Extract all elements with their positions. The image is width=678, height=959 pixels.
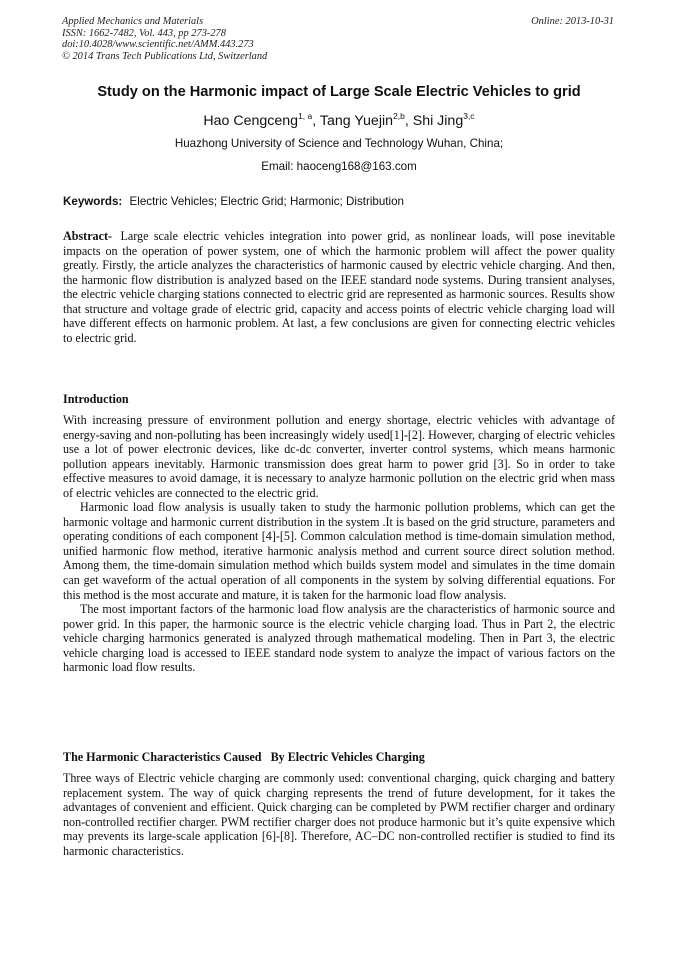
journal-issn: ISSN: 1662-7482, Vol. 443, pp 273-278 [62,27,226,39]
journal-name: Applied Mechanics and Materials [62,16,204,27]
journal-copyright: © 2014 Trans Tech Publications Ltd, Switzerland [62,50,268,62]
paragraph: Three ways of Electric vehicle charging are commonly used: conventional charging, quick charging and battery replacement system. The way of quick charging represents the trend of future development, for it takes the advantages of convenient and efficient. Quick charging can be completed by PWM rectifier charger and ordinary non-controlled rectifier charger. PWM rectifier charger does not produce harmonic but it’s quite expensive which may prevents its large-scale application [6]-[8]. Therefore, AC–DC non-controlled rectifier is studied to find its harmonic characteristics. [63,771,615,858]
keywords-label: Keywords: [63,195,123,208]
author-name: Hao Cengceng [203,113,299,129]
section-heading-harmonic-characteristics: The Harmonic Characteristics Caused By Electric Vehicles Charging [63,750,425,764]
author-email: Email: haoceng168@163.com [261,160,417,173]
keywords-text: Electric Vehicles; Electric Grid; Harmonic; Distribution [129,195,404,208]
journal-header [62,16,614,62]
keywords [63,195,615,209]
paragraph: The most important factors of the harmonic load flow analysis are the characteristics of harmonic source and power grid. In this paper, the harmonic source is the electric vehicle charging load. Thus in Part 2, the electric vehicle charging harmonics generated is analyzed through mathematical modeling. Then in Part 3, the electric vehicle charging load is accessed to IEEE standard node system to analyze the impact of various factors on the harmonic load flow results. [63,602,615,675]
author-affiliation-mark: 1, a [298,111,313,121]
author-name: Shi Jing [412,113,464,129]
online-date: Online: 2013-10-31 [531,16,614,27]
abstract-label: Abstract- [63,229,113,243]
author-affiliation-mark: 2,b [393,111,405,121]
introduction-section [63,413,615,675]
paragraph: With increasing pressure of environment pollution and energy shortage, electric vehicles with advantage of energy-saving and non-polluting has been increasingly widely used[1]-[2]. However, charging of electric vehicles use a lot of power electronic devices, like dc-dc converter, inverter control systems, which means harmonic pollution appears inevitably. Harmonic transmission does great harm to power grid [3]. So in order to take effective measures to avoid damage, it is necessary to analyze harmonic pollution on the electric grid when mass of electric vehicles are connected to the electric grid. [63,413,615,500]
author-affiliation-mark: 3,c [463,111,475,121]
author-list: Hao Cengceng$^{1, a}$, Tang Yuejin$^{2,b}$, Shi Jing$^{3,c}$ [203,111,475,129]
affiliation: Huazhong University of Science and Technology Wuhan, China; [174,137,504,150]
paragraph: Harmonic load flow analysis is usually taken to study the harmonic pollution problems, which can get the harmonic voltage and harmonic current distribution in the system .It is based on the grid structure, parameters and operating conditions of each component [4]-[5]. Common calculation method is time-domain simulation method, unified harmonic flow method, iterative harmonic analysis method and current source direct solution method. Among them, the time-domain simulation method which builds system model and simulates in the time domain can get waveform of the actual operation of all components in the system by solving differential equations. For this method is the most accurate and mature, it is taken for the harmonic load flow analysis. [63,500,615,602]
abstract-text: Large scale electric vehicles integration into power grid, as nonlinear loads, will pose inevitable impacts on the operation of power system, one of which the harmonic problem will affect the power quality greatly. Firstly, the article analyzes the characteristics of harmonic caused by electric vehicle charging. And then, the harmonic flow distribution is analyzed based on the IEEE standard node systems. During transient analyses, the electric vehicle charging stations connected to electric grid are represented as harmonic sources. Results show that structure and voltage grade of electric grid, capacity and access points of electric vehicle charging load will have different effects on harmonic problem. At last, a few conclusions are given for connecting electric vehicles to electric grid. [63,229,615,345]
abstract [63,229,615,345]
journal-doi: doi:10.4028/www.scientific.net/AMM.443.273 [62,39,254,51]
section-heading-introduction: Introduction [63,392,129,406]
paper-title: Study on the Harmonic impact of Large Scale Electric Vehicles to grid [97,84,581,100]
author-name: Tang Yuejin [319,113,394,129]
